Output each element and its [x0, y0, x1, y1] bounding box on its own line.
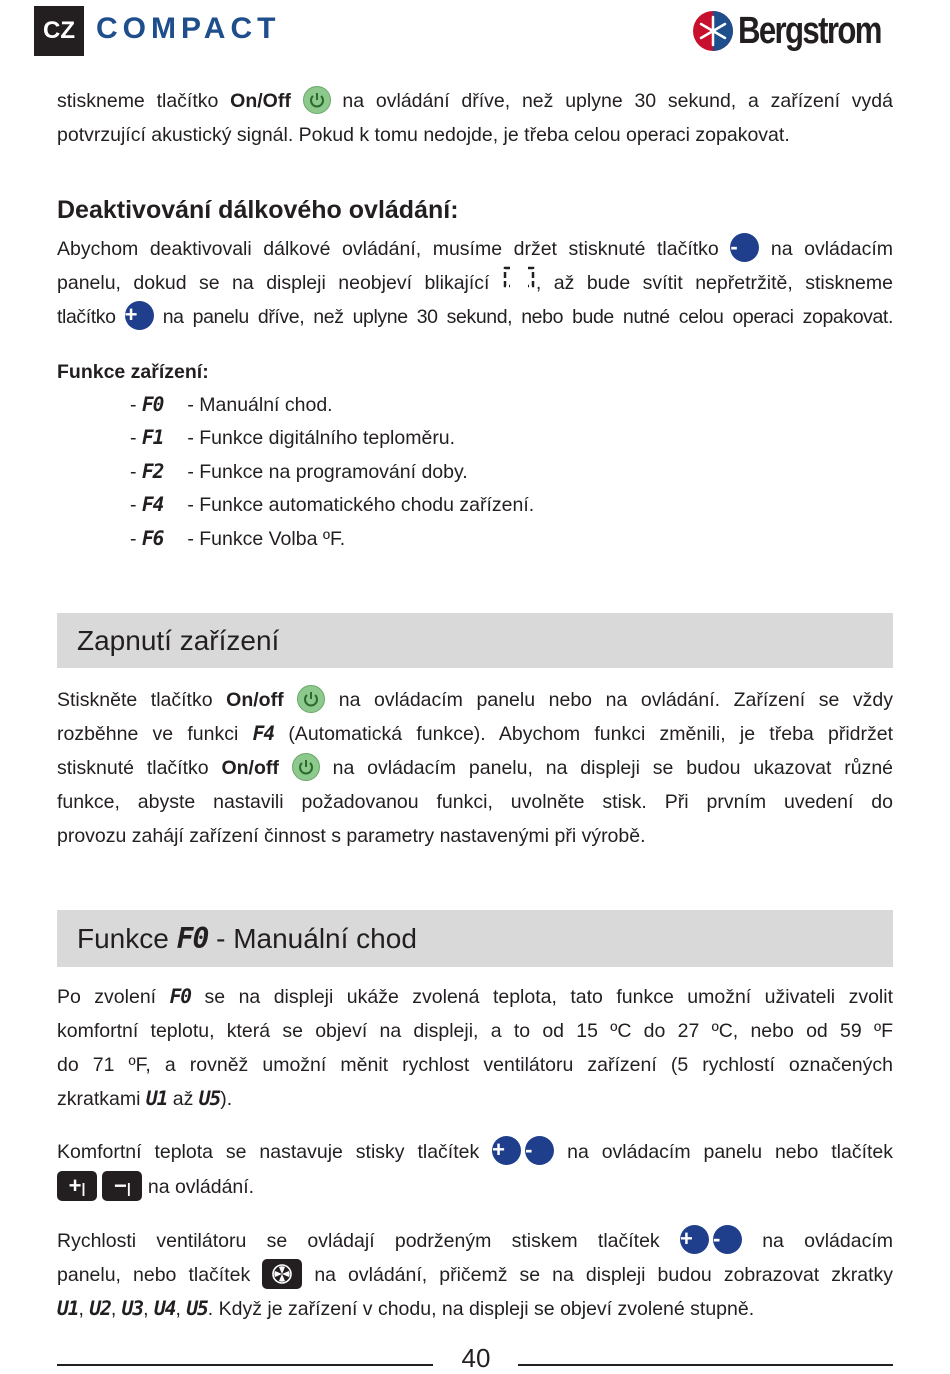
function-item-f0: - F0 - Manuální chod. [130, 388, 333, 422]
start-text: na ovládacím panelu, na displeji se budou ukazovat různé [332, 757, 894, 779]
start-text: na ovládacím panelu nebo na ovládání. Zařízení se vždy [338, 689, 894, 711]
display-code: U2 [89, 1297, 111, 1320]
power-icon [297, 685, 325, 713]
manual-p2-line-2 [57, 1170, 893, 1204]
display-code: F6 [141, 527, 164, 550]
function-label: - Manuální chod. [187, 394, 333, 416]
function-item-f2: - F2 - Funkce na programování doby. [130, 455, 468, 489]
plus-button-icon: + [492, 1136, 521, 1165]
deact-text: na panelu dříve, než uplyne 30 sekund, nebo bude nutné celou operaci zopakovat. [162, 306, 893, 328]
function-item-f4: - F4 - Funkce automatického chodu zařízení. [130, 488, 534, 522]
manual-p3-line-1 [57, 1224, 893, 1258]
manual-text: až [172, 1088, 194, 1110]
minus-button-icon: - [525, 1136, 554, 1165]
start-line-4: funkce, abyste nastavili požadovanou funkci, uvolněte stisk. Při prvním uvedení do [57, 791, 893, 813]
intro-line-2: potvrzující akustický signál. Pokud k tomu nedojde, je třeba celou operaci zopakovat. [57, 124, 790, 146]
functions-heading: Funkce zařízení: [57, 361, 209, 383]
start-text: rozběhne ve funkci [57, 723, 239, 745]
manual-title-text: - Manuální chod [216, 923, 417, 954]
intro-line-1 [57, 84, 893, 118]
display-code: F0 [176, 922, 209, 955]
manual-text: Po zvolení [57, 986, 157, 1008]
manual-text: na ovládacím [762, 1230, 893, 1252]
manual-text: zkratkami [57, 1088, 141, 1110]
display-code: U1 [57, 1297, 79, 1320]
minus-button-icon: - [730, 233, 759, 262]
manual-text: na ovládacím panelu nebo tlačítek [567, 1141, 894, 1163]
start-section-band [57, 613, 893, 668]
start-line-5: provozu zahájí zařízení činnost s parametry nastavenými při výrobě. [57, 825, 646, 847]
display-code: F1 [141, 426, 164, 449]
footer-rule-right [518, 1364, 893, 1366]
manual-p3-line-2 [57, 1258, 893, 1292]
onoff-label: On/off [221, 757, 279, 779]
start-section-title: Zapnutí zařízení [77, 625, 280, 656]
onoff-label: On/off [226, 689, 284, 711]
plus-button-icon: + [680, 1225, 709, 1254]
display-code: F2 [141, 460, 164, 483]
manual-p1-line-3: do 71 ºF, a rovněž umožní měnit rychlost ventilátoru zařízení (5 rychlostí označených [57, 1054, 893, 1076]
manual-text: se na displeji ukáže zvolená teplota, tato funkce umožní uživateli zvolit [204, 986, 894, 1008]
function-label: - Funkce na programování doby. [187, 461, 468, 483]
display-code: F4 [141, 493, 164, 516]
function-item-f6: - F6 - Funkce Volba ºF. [130, 522, 345, 556]
manual-p1-line-4 [57, 1082, 893, 1116]
start-text: Stiskněte tlačítko [57, 689, 213, 711]
function-label: - Funkce Volba ºF. [187, 528, 346, 550]
function-item-f1: - F1 - Funkce digitálního teploměru. [130, 421, 455, 455]
power-icon [303, 86, 331, 114]
start-line-1 [57, 683, 893, 717]
display-code: U3 [121, 1297, 144, 1320]
remote-temp-minus-icon: −| [102, 1171, 142, 1201]
snowflake-logo-icon [692, 10, 734, 52]
onoff-label: On/Off [230, 90, 291, 112]
manual-text: ). [220, 1088, 233, 1110]
manual-text: Komfortní teplota se nastavuje stisky tlačítek [57, 1141, 480, 1163]
manual-text: panelu, nebo tlačítek [57, 1264, 251, 1286]
deact-text: tlačítko [57, 306, 116, 328]
deact-line-2 [57, 266, 893, 301]
brand-name: Bergstrom [738, 9, 881, 52]
page-number: 40 [461, 1343, 491, 1373]
start-line-2 [57, 717, 893, 751]
deact-text: panelu, dokud se na displeji neobjeví blikající [57, 272, 490, 294]
blinking-display-icon [502, 265, 536, 299]
deact-text: Abychom deaktivovali dálkové ovládání, musíme držet stisknuté tlačítko [57, 238, 719, 260]
brand-logo [692, 8, 912, 54]
plus-button-icon: + [125, 301, 154, 330]
manual-title-text: Funkce [77, 923, 169, 954]
fan-button-icon [262, 1259, 302, 1289]
start-line-3 [57, 751, 893, 785]
function-label: - Funkce digitálního teploměru. [187, 427, 456, 449]
display-code: F4 [252, 722, 275, 745]
manual-section-band [57, 910, 893, 967]
display-code: U5 [186, 1297, 208, 1320]
footer-rule-left [57, 1364, 433, 1366]
manual-text: na ovládání. [147, 1176, 255, 1198]
intro-text: na ovládání dříve, než uplyne 30 sekund, a zařízení vydá [342, 90, 894, 112]
language-badge: CZ [34, 6, 84, 56]
start-text: stisknuté tlačítko [57, 757, 209, 779]
deact-line-1 [57, 232, 893, 266]
deact-text: na ovládacím [770, 238, 893, 260]
display-code: U4 [153, 1297, 176, 1320]
product-title: COMPACT [96, 12, 281, 45]
manual-p1-line-1 [57, 980, 893, 1014]
deact-text: , až bude svítit nepřetržitě, stiskneme [535, 272, 893, 294]
manual-text: . Když je zařízení v chodu, na displeji se objeví zvolené stupně. [207, 1298, 755, 1320]
display-code: F0 [169, 985, 192, 1008]
display-code: U1 [145, 1087, 168, 1110]
manual-p3-line-3: U1, U2, U3, U4, U5. Když je zařízení v chodu, na displeji se objeví zvolené stupně. [57, 1297, 755, 1320]
manual-p2-line-1 [57, 1135, 893, 1169]
manual-text: na ovládání, přičemž se na displeji budou zobrazovat zkratky [314, 1264, 894, 1286]
manual-text: Rychlosti ventilátoru se ovládají podrženým stiskem tlačítek [57, 1230, 660, 1252]
manual-p1-line-2: komfortní teplotu, která se objeví na displeji, a to od 15 ºC do 27 ºC, nebo od 59 ºF [57, 1020, 893, 1042]
remote-temp-plus-icon: +| [57, 1171, 97, 1201]
function-label: - Funkce automatického chodu zařízení. [187, 494, 535, 516]
power-icon [292, 753, 320, 781]
minus-button-icon: - [713, 1225, 742, 1254]
manual-section-title [77, 910, 417, 967]
display-code: U5 [198, 1087, 221, 1110]
deactivation-heading: Deaktivování dálkového ovládání: [57, 196, 459, 224]
start-text: (Automatická funkce). Abychom funkci změnili, je třeba přidržet [288, 723, 894, 745]
deact-line-3 [57, 300, 893, 334]
display-code: F0 [141, 393, 164, 416]
intro-text: stiskneme tlačítko [57, 90, 219, 112]
